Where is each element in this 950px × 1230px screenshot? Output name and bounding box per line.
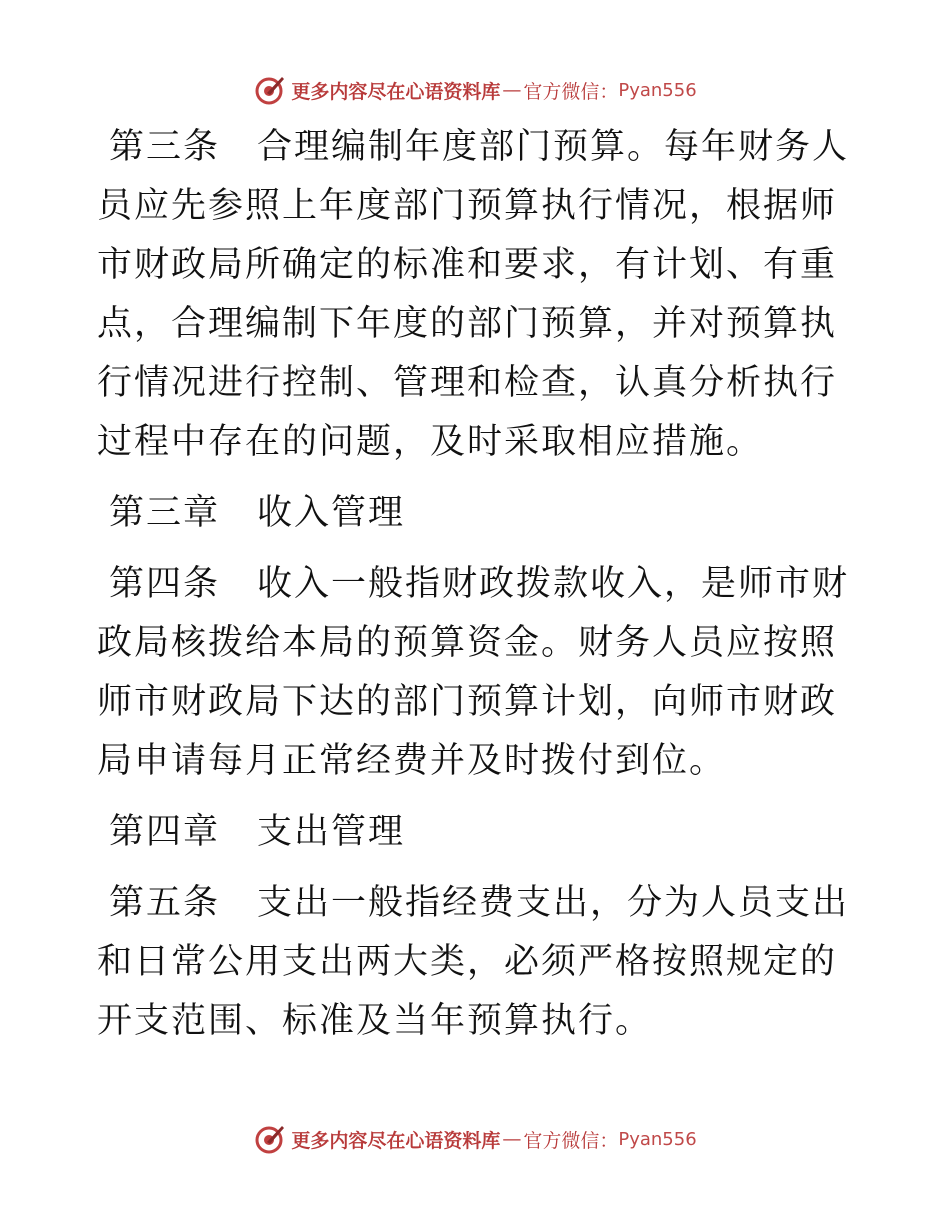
article-4-paragraph: [97, 555, 857, 791]
article-3-text: 合理编制年度部门预算。每年财务人员应先参照上年度部门预算执行情况，根据师市财政局所确定的标准和要求，有计划、有重点，合理编制下年度的部门预算，并对预算执行情况进行控制、管理和检查，认真分析执行过程中存在的问题，及时采取相应措施。: [97, 127, 850, 462]
footer-watermark: [0, 1122, 950, 1156]
article-5-text: 支出一般指经费支出，分为人员支出和日常公用支出两大类，必须严格按照规定的开支范围、标准及当年预算执行。: [97, 883, 850, 1041]
quill-logo-icon: [253, 1123, 285, 1155]
watermark-wechat-label: 官方微信：: [523, 1129, 619, 1152]
watermark-wechat-id: Pyan556: [618, 1128, 697, 1150]
article-5-number: 第五条: [109, 883, 258, 923]
quill-logo-icon: [253, 74, 285, 106]
watermark-main-text: 更多内容尽在心语资料库: [291, 1129, 501, 1152]
watermark-separator: —: [502, 1128, 522, 1150]
watermark-wechat-label: 官方微信：: [523, 80, 619, 103]
watermark-wechat-id: Pyan556: [618, 79, 697, 101]
document-body: [97, 118, 857, 1063]
header-watermark: [0, 73, 950, 107]
watermark-separator: —: [502, 79, 522, 101]
article-4-number: 第四条: [109, 564, 258, 604]
article-3-paragraph: [97, 118, 857, 472]
watermark-main-text: 更多内容尽在心语资料库: [291, 80, 501, 103]
chapter-4-heading: 第四章 支出管理: [109, 812, 406, 852]
article-5-paragraph: [97, 874, 857, 1051]
chapter-3-heading: 第三章 收入管理: [109, 493, 406, 533]
article-4-text: 收入一般指财政拨款收入，是师市财政局核拨给本局的预算资金。财务人员应按照师市财政局下达的部门预算计划，向师市财政局申请每月正常经费并及时拨付到位。: [97, 564, 850, 781]
article-3-number: 第三条: [109, 127, 258, 167]
